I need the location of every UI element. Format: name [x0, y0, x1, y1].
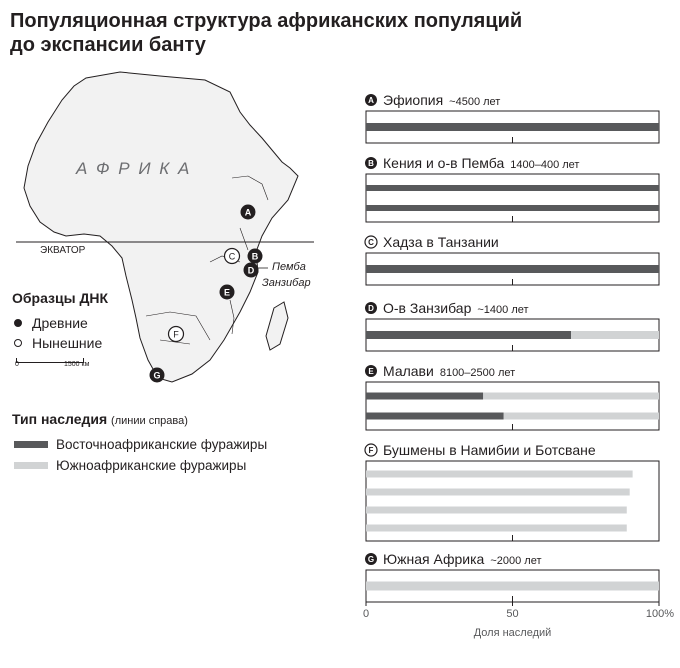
equator-label: ЭКВАТОР [40, 245, 86, 256]
site-letter-c: C [228, 251, 236, 262]
bar-c-1-east [366, 265, 659, 273]
group-c-label [383, 234, 499, 250]
bar-e-1-east [366, 393, 483, 400]
group-g-label [383, 551, 542, 567]
dna-legend-title: Образцы ДНК [12, 290, 109, 306]
group-d-date: ~1400 лет [477, 304, 529, 316]
legend-east-label: Восточноафриканские фуражиры [56, 437, 268, 452]
bar-b-1-east [366, 185, 659, 191]
group-a-label [383, 92, 500, 108]
site-letter-d: D [247, 265, 255, 276]
group-c-name: Хадза в Танзании [383, 234, 499, 250]
group-d-name: О-в Занзибар [383, 300, 472, 316]
group-g-letter: G [367, 555, 375, 564]
bar-d-1-east [366, 331, 571, 339]
group-a-letter: A [368, 96, 374, 105]
site-letter-g: G [153, 370, 161, 381]
group-b-name: Кения и о-в Пемба [383, 155, 505, 171]
site-letter-b: B [251, 251, 259, 262]
x-tick-label-0: 0 [362, 608, 370, 620]
group-b-letter: B [368, 159, 374, 168]
continent-label: А Ф Р И К А [76, 159, 192, 178]
x-axis-label: Доля наследий [473, 627, 552, 639]
bar-f-1-south [366, 471, 633, 478]
bar-f-3-south [366, 507, 627, 514]
legend-modern-label: Нынешние [32, 335, 103, 351]
group-g-name: Южная Африка [383, 551, 485, 567]
bar-e-1-south [483, 393, 659, 400]
site-letter-a: A [244, 207, 252, 218]
bar-e-2-south [504, 413, 659, 420]
legend-south-label: Южноафриканские фуражиры [56, 458, 247, 473]
inheritance-subtitle: (линии справа) [111, 415, 188, 427]
group-a-name: Эфиопия [383, 92, 444, 108]
group-f-name: Бушмены в Намибии и Ботсване [383, 442, 596, 458]
group-b-label [383, 155, 579, 171]
bar-e-2-east [366, 413, 504, 420]
group-e-box [366, 382, 659, 430]
group-b-box [366, 174, 659, 222]
site-letter-e: E [223, 287, 231, 298]
inheritance-title-text: Тип наследия [12, 411, 108, 427]
zanzibar-label: Занзибар [262, 277, 311, 289]
title-line-2: до экспансии банту [10, 34, 206, 56]
group-e-label [383, 363, 515, 379]
scale-start: 0 [15, 361, 19, 368]
group-f-letter: F [368, 446, 374, 455]
group-a-date: ~4500 лет [449, 96, 501, 108]
title-line-1: Популяционная структура африканских популяций [10, 10, 523, 32]
group-e-date: 8100–2500 лет [439, 367, 516, 379]
pemba-label: Пемба [272, 261, 306, 273]
group-e-name: Малави [383, 363, 434, 379]
site-letter-f: F [173, 329, 179, 340]
bar-f-4-south [366, 525, 627, 532]
group-d-letter: D [368, 304, 374, 313]
group-c-letter: C [368, 238, 374, 247]
bar-b-2-east [366, 205, 659, 211]
group-f-label [383, 442, 596, 458]
bar-a-1-east [366, 123, 659, 131]
group-e-letter: E [368, 367, 374, 376]
scale-end: 1500 км [64, 361, 90, 368]
group-b-date: 1400–400 лет [510, 159, 580, 171]
group-g-date: ~2000 лет [490, 555, 542, 567]
legend-ancient-label: Древние [32, 315, 88, 331]
bar-f-2-south [366, 489, 630, 496]
group-d-label [383, 300, 529, 316]
bar-d-1-south [571, 331, 659, 339]
x-tick-label-100: 100% [645, 608, 675, 620]
x-tick-label-50: 50 [506, 608, 519, 620]
bar-g-1-south [366, 582, 659, 591]
